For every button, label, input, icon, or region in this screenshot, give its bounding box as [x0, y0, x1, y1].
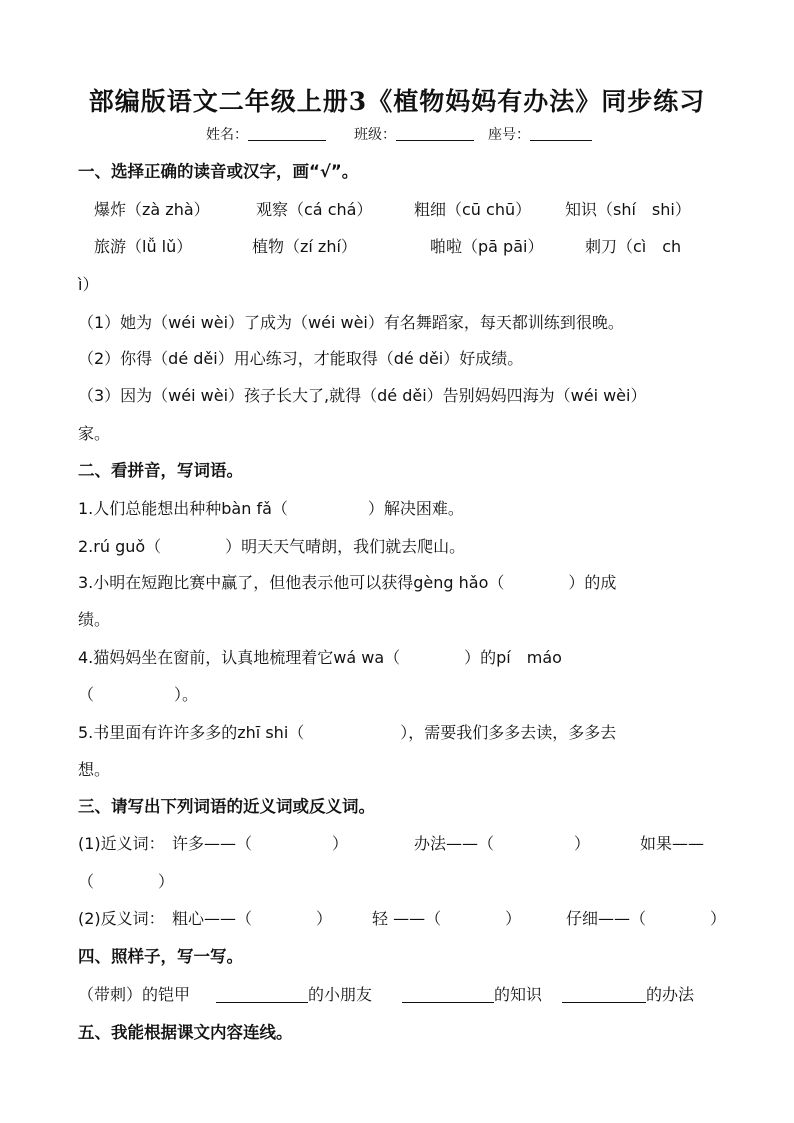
name-field[interactable] — [206, 124, 326, 144]
sentence-q3[interactable]: （3）因为（wéi wèi）孩子长大了,就得（dé děi）告别妈妈四海为（wéi wèi） — [78, 386, 647, 405]
phrase-blank[interactable] — [402, 986, 494, 1003]
phrase-fill-item[interactable] — [562, 985, 694, 1005]
antonym-label: (2)反义词： — [78, 909, 165, 928]
phrase-fill-item[interactable] — [402, 985, 542, 1005]
pinyin-write-q3[interactable]: 3.小明在短跑比赛中赢了，但他表示他可以获得gèng hǎo（ ）的成 — [78, 573, 617, 592]
phrase-suffix: 的办法 — [646, 985, 695, 1004]
pinyin-choice-item[interactable]: 刺刀（cì ch — [585, 237, 682, 256]
phrase-suffix: 的知识 — [494, 985, 543, 1004]
seat-field[interactable] — [488, 124, 592, 144]
class-label: 班级： — [354, 127, 396, 143]
section1-heading: 一、选择正确的读音或汉字，画“√”。 — [78, 162, 359, 181]
pinyin-choice-item[interactable]: 观察（cá chá） — [256, 200, 373, 219]
pinyin-write-q4-wrap[interactable]: （ ）。 — [78, 685, 199, 704]
name-label: 姓名： — [206, 127, 248, 143]
pinyin-choice-item[interactable]: 植物（zí zhí） — [252, 237, 357, 256]
pinyin-choice-item[interactable]: 旅游（lǚ lǔ） — [94, 237, 193, 256]
page-title: 部编版语文二年级上册3《植物妈妈有办法》同步练习 — [88, 87, 706, 116]
example-phrase: （带刺）的铠甲 — [78, 985, 191, 1004]
antonym-item[interactable]: 仔细——（ ） — [566, 909, 727, 928]
antonym-item[interactable]: 粗心——（ ） — [172, 909, 333, 928]
section5-heading: 五、我能根据课文内容连线。 — [78, 1023, 293, 1042]
pinyin-write-q5-wrap: 想。 — [78, 760, 111, 779]
pinyin-write-q3-wrap: 绩。 — [78, 610, 111, 629]
synonym-label: (1)近义词： — [78, 834, 165, 853]
phrase-blank[interactable] — [562, 986, 646, 1003]
class-blank[interactable] — [396, 126, 474, 141]
seat-blank[interactable] — [530, 126, 592, 141]
pinyin-write-q2[interactable]: 2.rú guǒ（ ）明天天气晴朗，我们就去爬山。 — [78, 537, 466, 556]
name-blank[interactable] — [248, 126, 326, 141]
synonym-item-wrap[interactable]: （ ） — [78, 872, 175, 891]
sentence-q2[interactable]: （2）你得（dé děi）用心练习，才能取得（dé děi）好成绩。 — [78, 349, 524, 368]
phrase-blank[interactable] — [216, 986, 308, 1003]
phrase-suffix: 的小朋友 — [308, 985, 373, 1004]
pinyin-choice-item[interactable]: 爆炸（zà zhà） — [94, 200, 210, 219]
seat-label: 座号： — [488, 127, 530, 143]
pinyin-choice-item[interactable]: 粗细（cū chū） — [414, 200, 532, 219]
synonym-item[interactable]: 如果—— — [640, 834, 705, 853]
section2-heading: 二、看拼音，写词语。 — [78, 461, 243, 480]
synonym-item[interactable]: 许多——（ ） — [172, 834, 349, 853]
phrase-fill-item[interactable] — [216, 985, 372, 1005]
pinyin-choice-item[interactable]: 啪啦（pā pāi） — [430, 237, 544, 256]
section3-heading: 三、请写出下列词语的近义词或反义词。 — [78, 797, 375, 816]
pinyin-choice-wrap: ì） — [78, 275, 99, 294]
synonym-item[interactable]: 办法——（ ） — [414, 834, 591, 853]
class-field[interactable] — [354, 124, 474, 144]
section4-heading: 四、照样子，写一写。 — [78, 947, 243, 966]
antonym-item[interactable]: 轻 ——（ ） — [372, 909, 522, 928]
sentence-q1[interactable]: （1）她为（wéi wèi）了成为（wéi wèi）有名舞蹈家，每天都训练到很晚。 — [78, 313, 624, 332]
sentence-q3-wrap: 家。 — [78, 424, 111, 443]
pinyin-write-q5[interactable]: 5.书里面有许许多多的zhī shi（ ），需要我们多多去读，多多去 — [78, 723, 617, 742]
pinyin-write-q4[interactable]: 4.猫妈妈坐在窗前，认真地梳理着它wá wa（ ）的pí máo — [78, 648, 562, 667]
pinyin-write-q1[interactable]: 1.人们总能想出种种bàn fǎ（ ）解决困难。 — [78, 499, 464, 518]
pinyin-choice-item[interactable]: 知识（shí shi） — [565, 200, 691, 219]
